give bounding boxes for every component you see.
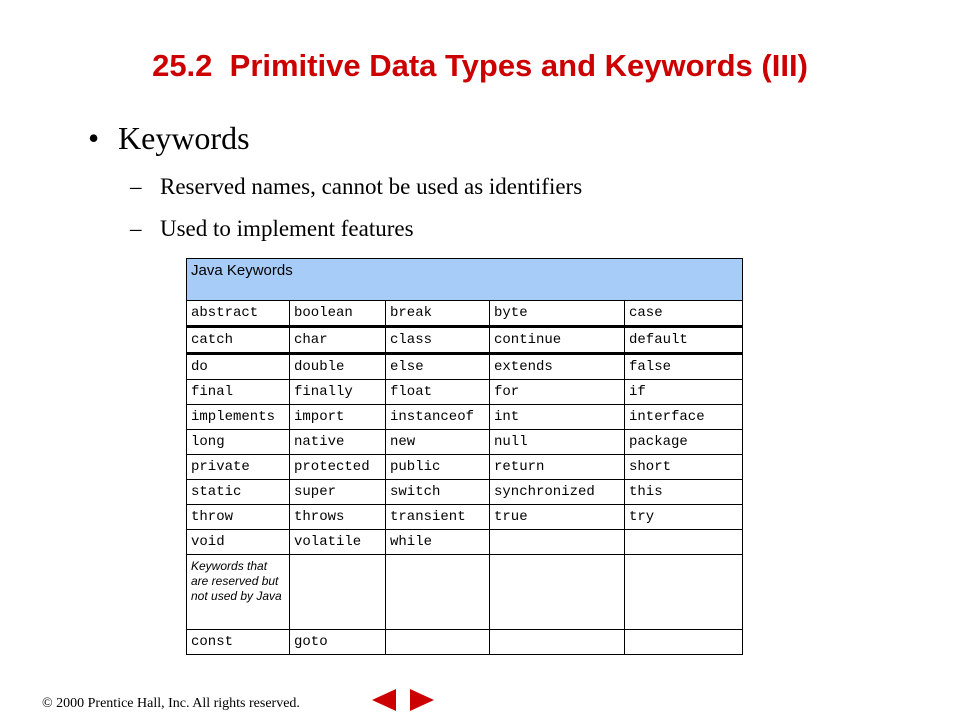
keyword-cell: int <box>490 405 625 430</box>
copyright-footer: © 2000 Prentice Hall, Inc. All rights reserved. <box>42 696 300 711</box>
table-row <box>187 430 743 455</box>
keyword-cell: instanceof <box>386 405 490 430</box>
table-row <box>187 455 743 480</box>
keyword-cell: break <box>386 301 490 327</box>
table-row <box>187 327 743 354</box>
keyword-cell: char <box>290 327 386 354</box>
keyword-cell: static <box>187 480 290 505</box>
keyword-cell: transient <box>386 505 490 530</box>
table-row <box>187 630 743 655</box>
keyword-cell: continue <box>490 327 625 354</box>
slide-title: 25.2 Primitive Data Types and Keywords (III) <box>152 48 808 83</box>
keyword-cell <box>386 630 490 655</box>
keyword-cell: default <box>625 327 743 354</box>
main-bullet <box>88 120 250 157</box>
keyword-cell: short <box>625 455 743 480</box>
keyword-cell: boolean <box>290 301 386 327</box>
keyword-cell: package <box>625 430 743 455</box>
empty-cell <box>490 555 625 630</box>
sub-bullet <box>130 216 414 242</box>
table-row <box>187 380 743 405</box>
keyword-cell: case <box>625 301 743 327</box>
keyword-cell: double <box>290 354 386 380</box>
keyword-cell: extends <box>490 354 625 380</box>
keyword-cell: class <box>386 327 490 354</box>
keyword-cell: native <box>290 430 386 455</box>
keyword-cell: float <box>386 380 490 405</box>
empty-cell <box>290 555 386 630</box>
keyword-cell <box>490 630 625 655</box>
next-slide-icon[interactable] <box>406 688 438 712</box>
keyword-cell: finally <box>290 380 386 405</box>
keyword-cell: public <box>386 455 490 480</box>
keyword-cell: this <box>625 480 743 505</box>
keyword-cell: catch <box>187 327 290 354</box>
previous-slide-icon[interactable] <box>368 688 400 712</box>
keyword-cell: final <box>187 380 290 405</box>
table-row <box>187 480 743 505</box>
keyword-cell: long <box>187 430 290 455</box>
keyword-cell: abstract <box>187 301 290 327</box>
keyword-cell: super <box>290 480 386 505</box>
empty-cell <box>625 555 743 630</box>
keyword-cell: new <box>386 430 490 455</box>
keyword-cell: goto <box>290 630 386 655</box>
keyword-cell: true <box>490 505 625 530</box>
keyword-cell <box>490 530 625 555</box>
sub-bullet <box>130 174 582 200</box>
keyword-cell <box>625 530 743 555</box>
keyword-cell: void <box>187 530 290 555</box>
keyword-cell: false <box>625 354 743 380</box>
keyword-cell: private <box>187 455 290 480</box>
keyword-cell: null <box>490 430 625 455</box>
keyword-cell: volatile <box>290 530 386 555</box>
keyword-cell: interface <box>625 405 743 430</box>
keyword-cell: throw <box>187 505 290 530</box>
table-row <box>187 301 743 327</box>
keyword-cell: implements <box>187 405 290 430</box>
table-row <box>187 405 743 430</box>
keyword-cell: do <box>187 354 290 380</box>
keyword-cell: else <box>386 354 490 380</box>
table-row <box>187 530 743 555</box>
keyword-cell <box>625 630 743 655</box>
sub-bullet-text: Reserved names, cannot be used as identifiers <box>160 174 583 199</box>
sub-bullet-text: Used to implement features <box>160 216 414 241</box>
keyword-cell: for <box>490 380 625 405</box>
keyword-cell: return <box>490 455 625 480</box>
empty-cell <box>386 555 490 630</box>
keyword-cell: try <box>625 505 743 530</box>
dash-symbol: – <box>130 216 142 241</box>
main-bullet-text: Keywords <box>118 120 250 156</box>
table-row <box>187 555 743 630</box>
keyword-cell: byte <box>490 301 625 327</box>
dash-symbol: – <box>130 174 142 199</box>
keyword-cell: while <box>386 530 490 555</box>
bullet-symbol: • <box>88 120 100 156</box>
table-row <box>187 354 743 380</box>
keyword-cell: if <box>625 380 743 405</box>
reserved-note-cell: Keywords that are reserved but not used by Java <box>187 555 290 630</box>
table-header: Java Keywords <box>187 259 743 301</box>
keyword-cell: throws <box>290 505 386 530</box>
keyword-cell: const <box>187 630 290 655</box>
keyword-cell: protected <box>290 455 386 480</box>
keyword-cell: import <box>290 405 386 430</box>
table-row <box>187 505 743 530</box>
keyword-cell: synchronized <box>490 480 625 505</box>
keyword-cell: switch <box>386 480 490 505</box>
java-keywords-table <box>186 258 743 655</box>
